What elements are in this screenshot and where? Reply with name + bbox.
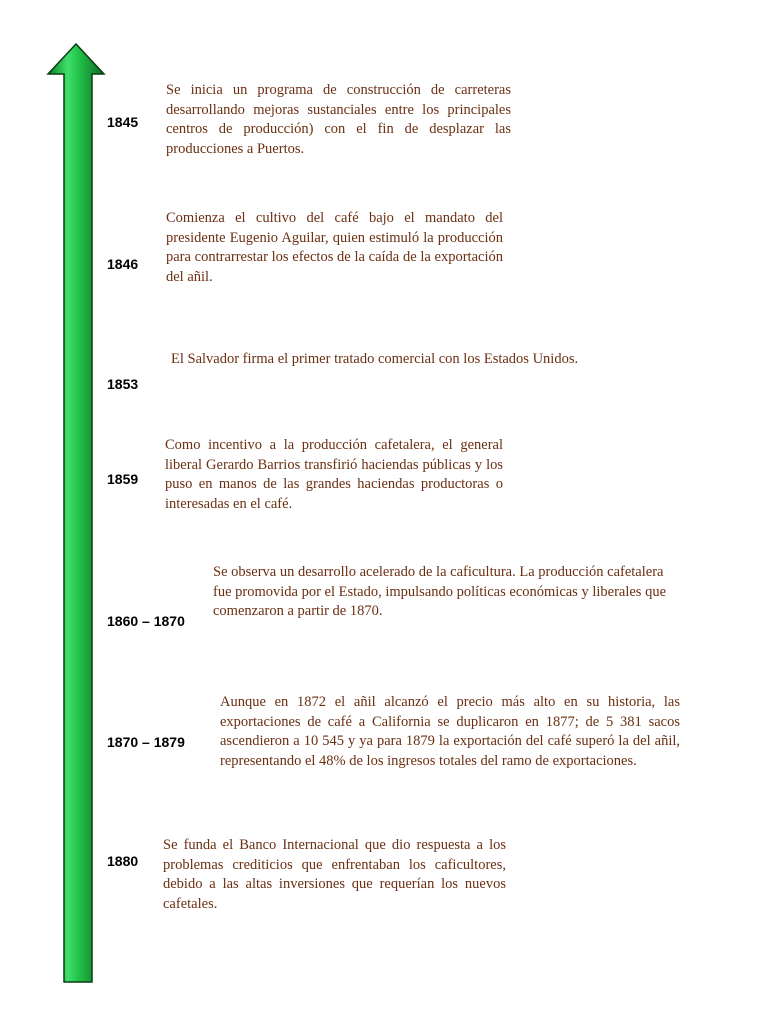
event-description-1853: El Salvador firma el primer tratado comercial con los Estados Unidos.	[171, 351, 579, 367]
year-label-1853: 1853	[107, 376, 139, 392]
year-label-1860-1870: 1860 – 1870	[107, 613, 185, 629]
year-label-1845: 1845	[107, 114, 139, 130]
year-label-1846: 1846	[107, 256, 139, 272]
event-description-1860-1870: Se observa un desarrollo acelerado de la caficultura. La producción cafetalera fue promovida por el Estado, impulsando políticas económicas y liberales que comenzaron a partir de 1870.	[213, 564, 667, 619]
event-description-1846: Comienza el cultivo del café bajo el mandato del presidente Eugenio Aguilar, quien estimuló la producción para contrarrestar los efectos de la caída de la exportación del añil.	[166, 210, 503, 285]
event-description-1880: Se funda el Banco Internacional que dio respuesta a los problemas crediticios que enfrentaban los caficultores, debido a las altas inversiones que requerían los nuevos cafetales.	[163, 837, 506, 912]
event-description-1859: Como incentivo a la producción cafetalera, el general liberal Gerardo Barrios transfirió haciendas públicas y los puso en manos de las grandes haciendas productoras o interesadas en el café.	[165, 437, 503, 512]
event-description-1870-1879: Aunque en 1872 el añil alcanzó el precio más alto en su historia, las exportaciones de café a California se duplicaron en 1877; de 5 381 sacos ascendieron a 10 545 y ya para 1879 la exportación del café superó la del añil, representando el 48% de los ingresos totales del ramo de exportaciones.	[220, 694, 680, 769]
year-label-1859: 1859	[107, 471, 139, 487]
year-label-1880: 1880	[107, 853, 139, 869]
event-description-1845: Se inicia un programa de construcción de carreteras desarrollando mejoras sustanciales entre los principales centros de producción) con el fin de desplazar las producciones a Puertos.	[166, 82, 511, 157]
year-label-1870-1879: 1870 – 1879	[107, 734, 185, 750]
